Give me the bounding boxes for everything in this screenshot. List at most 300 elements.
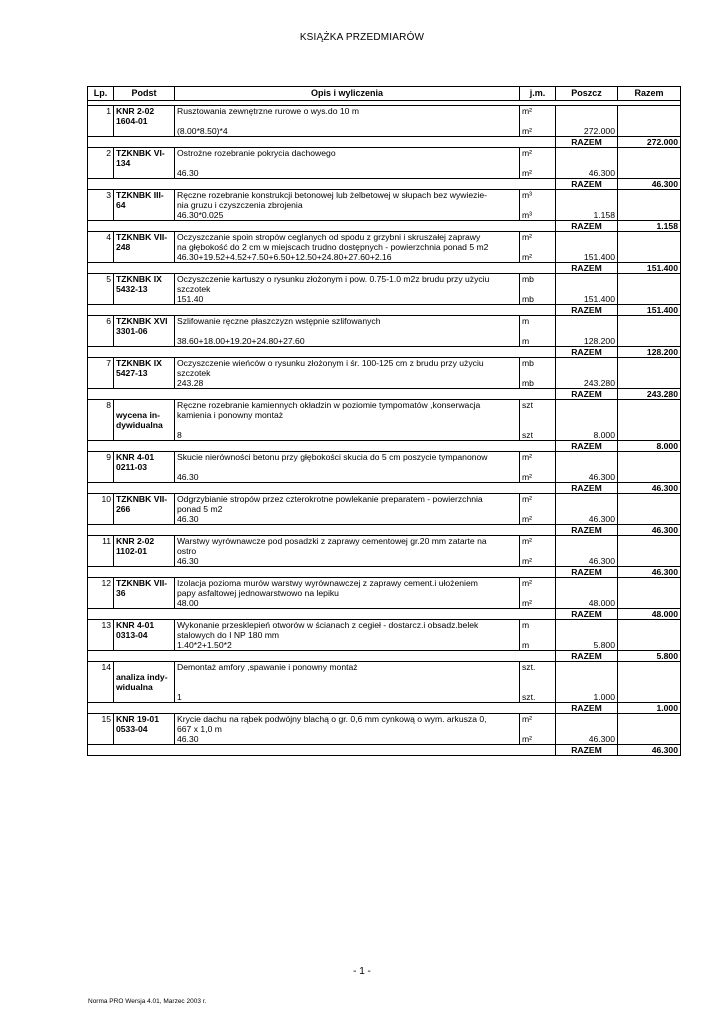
- item-total: [618, 462, 681, 472]
- item-partial: [556, 620, 618, 631]
- item-basis: wycena in-: [114, 410, 175, 420]
- item-unit: [520, 410, 556, 420]
- calc-partial: 128.200: [556, 336, 618, 347]
- item-unit: [520, 420, 556, 430]
- item-basis: KNR 2-02: [114, 536, 175, 547]
- sum-row: [88, 221, 681, 232]
- item-description: Oczyszczanie spoin stropów ceglanych od spodu z grzybni i skruszałej zaprawy: [175, 232, 520, 243]
- calc-unit: m²: [520, 168, 556, 179]
- item-total: [618, 284, 681, 294]
- item-basis: TZKNBK VII-: [114, 232, 175, 243]
- calc-unit: m²: [520, 734, 556, 745]
- item-total: [618, 578, 681, 589]
- item-number: [88, 168, 114, 179]
- calc-partial: 272.000: [556, 126, 618, 137]
- table-header-row: [88, 87, 681, 101]
- razem-label: RAZEM: [556, 179, 618, 190]
- item-number: [88, 724, 114, 734]
- calc-row: [88, 692, 681, 703]
- table-row: [88, 672, 681, 682]
- item-number: 6: [88, 316, 114, 327]
- item-basis: [114, 168, 175, 179]
- calc-unit: m²: [520, 598, 556, 609]
- item-description: szczotek: [175, 284, 520, 294]
- sum-row: [88, 567, 681, 578]
- item-basis: 0313-04: [114, 630, 175, 640]
- item-basis: 3301-06: [114, 326, 175, 336]
- item-partial: [556, 368, 618, 378]
- item-number: [88, 294, 114, 305]
- item-basis: dywidualna: [114, 420, 175, 430]
- col-header-opis: Opis i wyliczenia: [175, 87, 520, 101]
- item-partial: [556, 714, 618, 725]
- col-header-poszcz: Poszcz: [556, 87, 618, 101]
- item-number: [88, 692, 114, 703]
- item-basis: [114, 126, 175, 137]
- calc-row: [88, 336, 681, 347]
- sum-row: [88, 651, 681, 662]
- sum-blank: [88, 347, 556, 358]
- calc-row: [88, 294, 681, 305]
- sum-row: [88, 441, 681, 452]
- item-description: na głębokość do 2 cm w miejscach trudno dostępnych - powierzchnia ponad 5 m2: [175, 242, 520, 252]
- item-number: 14: [88, 662, 114, 673]
- item-unit: m²: [520, 148, 556, 159]
- item-number: 7: [88, 358, 114, 369]
- item-number: [88, 672, 114, 682]
- item-total: [618, 326, 681, 336]
- item-total: [618, 294, 681, 305]
- item-basis: [114, 734, 175, 745]
- calc-partial: 46.300: [556, 514, 618, 525]
- item-description: Oczyszczenie kartuszy o rysunku złożonym i pow. 0.75-1.0 m2z brudu przy użyciu: [175, 274, 520, 285]
- item-number: [88, 514, 114, 525]
- item-number: 1: [88, 106, 114, 117]
- razem-label: RAZEM: [556, 389, 618, 400]
- sum-blank: [88, 441, 556, 452]
- item-number: [88, 126, 114, 137]
- razem-label: RAZEM: [556, 441, 618, 452]
- calc-row: [88, 168, 681, 179]
- calc-partial: 151.400: [556, 252, 618, 263]
- item-total: [618, 410, 681, 420]
- calc-unit: m²: [520, 252, 556, 263]
- sum-row: [88, 305, 681, 316]
- razem-label: RAZEM: [556, 305, 618, 316]
- item-number: [88, 368, 114, 378]
- sum-row: [88, 263, 681, 274]
- item-total: [618, 724, 681, 734]
- table-row: [88, 158, 681, 168]
- item-number: [88, 378, 114, 389]
- item-unit: m²: [520, 232, 556, 243]
- item-basis: [114, 210, 175, 221]
- razem-label: RAZEM: [556, 745, 618, 756]
- item-basis: [114, 336, 175, 347]
- calc-expression: 151.40: [175, 294, 520, 305]
- item-partial: [556, 630, 618, 640]
- table-row: [88, 316, 681, 327]
- item-partial: [556, 588, 618, 598]
- item-unit: [520, 242, 556, 252]
- calc-partial: 46.300: [556, 556, 618, 567]
- item-number: 8: [88, 400, 114, 411]
- item-unit: [520, 630, 556, 640]
- sum-blank: [88, 137, 556, 148]
- razem-value: 1.000: [618, 703, 681, 714]
- item-partial: [556, 284, 618, 294]
- table-row: [88, 494, 681, 505]
- item-basis: [114, 514, 175, 525]
- item-partial: [556, 106, 618, 117]
- item-number: [88, 430, 114, 441]
- table-row: [88, 588, 681, 598]
- item-description: [175, 158, 520, 168]
- item-total: [618, 682, 681, 692]
- item-total: [618, 116, 681, 126]
- sum-blank: [88, 483, 556, 494]
- table-row: [88, 714, 681, 725]
- sum-row: [88, 179, 681, 190]
- item-number: 15: [88, 714, 114, 725]
- item-basis: 0211-03: [114, 462, 175, 472]
- item-basis: 248: [114, 242, 175, 252]
- item-total: [618, 378, 681, 389]
- item-partial: [556, 672, 618, 682]
- calc-partial: 243.280: [556, 378, 618, 389]
- item-partial: [556, 200, 618, 210]
- item-basis: [114, 294, 175, 305]
- item-partial: [556, 682, 618, 692]
- item-total: [618, 672, 681, 682]
- sum-row: [88, 609, 681, 620]
- item-total: [618, 336, 681, 347]
- item-total: [618, 200, 681, 210]
- calc-unit: mb: [520, 294, 556, 305]
- table-row: [88, 358, 681, 369]
- item-total: [618, 630, 681, 640]
- estimate-table: [87, 86, 681, 756]
- calc-row: [88, 210, 681, 221]
- sum-blank: [88, 525, 556, 536]
- sum-blank: [88, 703, 556, 714]
- item-number: [88, 734, 114, 745]
- item-basis: KNR 19-01: [114, 714, 175, 725]
- item-total: [618, 242, 681, 252]
- footer-version: Norma PRO Wersja 4.01, Marzec 2003 r.: [88, 998, 207, 1005]
- item-number: [88, 116, 114, 126]
- item-partial: [556, 410, 618, 420]
- calc-row: [88, 734, 681, 745]
- table-row: [88, 410, 681, 420]
- document-title: KSIĄŻKA PRZEDMIARÓW: [299, 32, 425, 43]
- table-row: [88, 724, 681, 734]
- item-number: 9: [88, 452, 114, 463]
- item-description: Krycie dachu na rąbek podwójny blachą o gr. 0,6 mm cynkową o wym. arkusza 0,: [175, 714, 520, 725]
- item-number: [88, 326, 114, 336]
- item-partial: [556, 400, 618, 411]
- calc-unit: m³: [520, 210, 556, 221]
- calc-row: [88, 598, 681, 609]
- item-number: [88, 252, 114, 263]
- item-total: [618, 546, 681, 556]
- item-unit: mb: [520, 358, 556, 369]
- item-description: Oczyszczenie wieńców o rysunku złożonym i śr. 100-125 cm z brudu przy użyciu: [175, 358, 520, 369]
- razem-label: RAZEM: [556, 651, 618, 662]
- razem-value: 151.400: [618, 263, 681, 274]
- table-row: [88, 200, 681, 210]
- item-total: [618, 106, 681, 117]
- item-unit: [520, 200, 556, 210]
- item-basis: [114, 640, 175, 651]
- item-unit: [520, 546, 556, 556]
- razem-value: 46.300: [618, 179, 681, 190]
- item-total: [618, 232, 681, 243]
- item-description: Szlifowanie ręczne płaszczyzn wstępnie szlifowanych: [175, 316, 520, 327]
- calc-partial: 5.800: [556, 640, 618, 651]
- calc-unit: m: [520, 640, 556, 651]
- item-total: [618, 168, 681, 179]
- item-unit: [520, 158, 556, 168]
- item-description: stalowych do I NP 180 mm: [175, 630, 520, 640]
- item-partial: [556, 316, 618, 327]
- item-unit: [520, 672, 556, 682]
- col-header-podst: Podst: [114, 87, 175, 101]
- calc-expression: 46.30: [175, 168, 520, 179]
- item-basis: 64: [114, 200, 175, 210]
- item-total: [618, 148, 681, 159]
- item-total: [618, 158, 681, 168]
- item-total: [618, 368, 681, 378]
- item-description: Demontaż amfory ,spawanie i ponowny montaż: [175, 662, 520, 673]
- item-unit: [520, 284, 556, 294]
- item-partial: [556, 662, 618, 673]
- razem-value: 46.300: [618, 745, 681, 756]
- item-description: Odgrzybianie stropów przez czterokrotne powlekanie preparatem - powierzchnia: [175, 494, 520, 505]
- table-row: [88, 578, 681, 589]
- item-description: Ręczne rozebranie kamiennych okładzin w poziomie tympomatów ,konserwacja: [175, 400, 520, 411]
- item-basis: [114, 378, 175, 389]
- item-description: Rusztowania zewnętrzne rurowe o wys.do 10 m: [175, 106, 520, 117]
- item-unit: m²: [520, 494, 556, 505]
- item-total: [618, 472, 681, 483]
- calc-unit: m²: [520, 556, 556, 567]
- item-unit: [520, 116, 556, 126]
- sum-blank: [88, 609, 556, 620]
- item-number: 12: [88, 578, 114, 589]
- sum-row: [88, 389, 681, 400]
- sum-blank: [88, 263, 556, 274]
- col-header-lp: Lp.: [88, 87, 114, 101]
- item-total: [618, 420, 681, 430]
- item-basis: [114, 662, 175, 673]
- item-total: [618, 620, 681, 631]
- item-total: [618, 252, 681, 263]
- item-partial: [556, 546, 618, 556]
- item-total: [618, 400, 681, 411]
- razem-value: 128.200: [618, 347, 681, 358]
- item-unit: m²: [520, 536, 556, 547]
- item-partial: [556, 724, 618, 734]
- table-row: [88, 620, 681, 631]
- item-basis: 36: [114, 588, 175, 598]
- item-description: Warstwy wyrównawcze pod posadzki z zaprawy cementowej gr.20 mm zatarte na: [175, 536, 520, 547]
- calc-row: [88, 126, 681, 137]
- sum-blank: [88, 389, 556, 400]
- calc-expression: 46.30: [175, 514, 520, 525]
- item-basis: [114, 400, 175, 411]
- razem-label: RAZEM: [556, 137, 618, 148]
- item-unit: [520, 724, 556, 734]
- item-number: [88, 504, 114, 514]
- razem-value: 151.400: [618, 305, 681, 316]
- calc-partial: 1.158: [556, 210, 618, 221]
- item-total: [618, 556, 681, 567]
- sum-blank: [88, 567, 556, 578]
- table-row: [88, 368, 681, 378]
- table-row: [88, 148, 681, 159]
- item-number: [88, 410, 114, 420]
- calc-row: [88, 640, 681, 651]
- item-unit: m: [520, 316, 556, 327]
- item-total: [618, 714, 681, 725]
- razem-value: 1.158: [618, 221, 681, 232]
- calc-row: [88, 430, 681, 441]
- sum-row: [88, 483, 681, 494]
- item-number: [88, 682, 114, 692]
- item-basis: TZKNBK IX: [114, 274, 175, 285]
- item-number: [88, 472, 114, 483]
- item-basis: TZKNBK III-: [114, 190, 175, 201]
- item-total: [618, 662, 681, 673]
- calc-partial: 46.300: [556, 472, 618, 483]
- item-number: [88, 284, 114, 294]
- item-unit: szt: [520, 400, 556, 411]
- item-number: [88, 462, 114, 472]
- item-number: 11: [88, 536, 114, 547]
- item-unit: [520, 682, 556, 692]
- item-basis: [114, 598, 175, 609]
- sum-row: [88, 525, 681, 536]
- calc-expression: 46.30*0.025: [175, 210, 520, 221]
- item-unit: [520, 368, 556, 378]
- calc-partial: 151.400: [556, 294, 618, 305]
- item-basis: [114, 252, 175, 263]
- item-number: 13: [88, 620, 114, 631]
- item-number: 3: [88, 190, 114, 201]
- item-total: [618, 430, 681, 441]
- razem-value: 5.800: [618, 651, 681, 662]
- item-number: [88, 336, 114, 347]
- table-row: [88, 536, 681, 547]
- razem-label: RAZEM: [556, 347, 618, 358]
- calc-row: [88, 472, 681, 483]
- razem-label: RAZEM: [556, 703, 618, 714]
- calc-partial: 8.000: [556, 430, 618, 441]
- item-description: kamienia i ponowny montaż: [175, 410, 520, 420]
- calc-unit: m²: [520, 472, 556, 483]
- calc-expression: 243.28: [175, 378, 520, 389]
- item-total: [618, 126, 681, 137]
- sum-blank: [88, 745, 556, 756]
- calc-partial: 48.000: [556, 598, 618, 609]
- calc-unit: m²: [520, 514, 556, 525]
- razem-value: 272.000: [618, 137, 681, 148]
- item-total: [618, 536, 681, 547]
- table-row: [88, 462, 681, 472]
- item-number: [88, 598, 114, 609]
- item-basis: 1102-01: [114, 546, 175, 556]
- item-unit: m²: [520, 578, 556, 589]
- razem-value: 243.280: [618, 389, 681, 400]
- razem-value: 48.000: [618, 609, 681, 620]
- item-basis: TZKNBK VI-: [114, 148, 175, 159]
- item-basis: 5432-13: [114, 284, 175, 294]
- calc-expression: (8.00*8.50)*4: [175, 126, 520, 137]
- table-row: [88, 116, 681, 126]
- item-description: ostro: [175, 546, 520, 556]
- item-description: [175, 462, 520, 472]
- item-partial: [556, 158, 618, 168]
- razem-label: RAZEM: [556, 567, 618, 578]
- item-unit: m²: [520, 714, 556, 725]
- item-description: ponad 5 m2: [175, 504, 520, 514]
- table-row: [88, 682, 681, 692]
- item-total: [618, 210, 681, 221]
- item-unit: m³: [520, 190, 556, 201]
- item-unit: szt.: [520, 662, 556, 673]
- calc-expression: 1.40*2+1.50*2: [175, 640, 520, 651]
- table-row: [88, 106, 681, 117]
- calc-unit: m: [520, 336, 556, 347]
- item-description: papy asfaltowej jednowarstwowo na lepiku: [175, 588, 520, 598]
- item-description: 667 x 1,0 m: [175, 724, 520, 734]
- table-row: [88, 326, 681, 336]
- calc-expression: 46.30: [175, 556, 520, 567]
- sum-blank: [88, 221, 556, 232]
- item-partial: [556, 578, 618, 589]
- item-description: Ostrożne rozebranie pokrycia dachowego: [175, 148, 520, 159]
- sum-row: [88, 347, 681, 358]
- item-description: [175, 420, 520, 430]
- calc-partial: 46.300: [556, 734, 618, 745]
- item-total: [618, 190, 681, 201]
- calc-expression: 1: [175, 692, 520, 703]
- calc-unit: szt: [520, 430, 556, 441]
- razem-label: RAZEM: [556, 609, 618, 620]
- item-basis: TZKNBK XVI: [114, 316, 175, 327]
- item-partial: [556, 494, 618, 505]
- item-description: szczotek: [175, 368, 520, 378]
- item-description: [175, 116, 520, 126]
- item-number: 5: [88, 274, 114, 285]
- item-partial: [556, 326, 618, 336]
- item-basis: KNR 2-02: [114, 106, 175, 117]
- item-description: nia gruzu i czyszczenia zbrojenia: [175, 200, 520, 210]
- item-basis: 266: [114, 504, 175, 514]
- item-total: [618, 598, 681, 609]
- item-description: [175, 326, 520, 336]
- item-number: [88, 158, 114, 168]
- item-total: [618, 358, 681, 369]
- calc-unit: m²: [520, 126, 556, 137]
- col-header-jm: j.m.: [520, 87, 556, 101]
- item-number: [88, 242, 114, 252]
- sum-row: [88, 745, 681, 756]
- calc-expression: 8: [175, 430, 520, 441]
- item-basis: [114, 472, 175, 483]
- item-basis: TZKNBK VII-: [114, 578, 175, 589]
